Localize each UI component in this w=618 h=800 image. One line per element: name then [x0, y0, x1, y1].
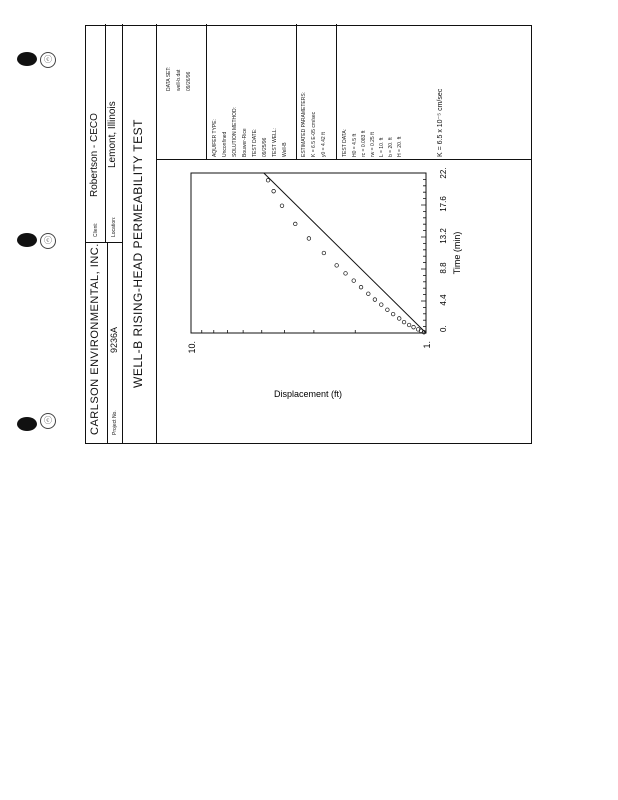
params-label: ESTIMATED PARAMETERS: — [301, 91, 307, 157]
chart — [156, 160, 532, 443]
k-note: K = 6.5 x 10⁻⁵ cm/sec — [437, 88, 444, 157]
data-point — [379, 303, 383, 307]
panel-divider — [206, 24, 207, 160]
margin-mark: ⓒ — [40, 52, 56, 68]
project-number-label: Project No. — [112, 410, 118, 435]
data-point — [280, 204, 284, 208]
y-axis-ticks — [191, 327, 426, 333]
test-data-line: rw = 0.25 ft — [370, 132, 376, 157]
method-value: Bouwer-Rice — [242, 128, 248, 157]
data-set-file: well-b.dat — [176, 69, 182, 91]
data-points — [266, 178, 426, 334]
date-label: TEST DATE: — [252, 128, 258, 157]
test-data-label: TEST DATA: — [342, 128, 348, 157]
punch-hole — [17, 417, 37, 431]
test-title: WELL-B RISING-HEAD PERMEABILITY TEST — [131, 119, 145, 388]
project-number: 9236A — [109, 326, 119, 353]
punch-hole — [17, 233, 37, 247]
x-tick-label: 22. — [439, 167, 448, 179]
test-data-line: L = 10. ft — [379, 137, 385, 157]
data-point — [407, 323, 411, 327]
data-point — [352, 279, 356, 283]
panel-divider — [336, 24, 337, 160]
well-label: TEST WELL: — [272, 127, 278, 157]
location-label: Location: — [111, 216, 117, 237]
data-point — [293, 222, 297, 226]
x-tick-label: 0. — [439, 325, 448, 332]
data-point — [335, 264, 339, 268]
client-label: Client: — [93, 222, 99, 237]
panel-divider — [296, 24, 297, 160]
data-set-label: DATA SET: — [166, 66, 172, 91]
data-point — [373, 298, 377, 302]
data-point — [344, 272, 348, 276]
test-data-line: H = 20. ft — [397, 136, 403, 157]
margin-mark: ⓒ — [40, 233, 56, 249]
param-y0: y0 = 4.42 ft — [321, 132, 327, 157]
rotated-document — [85, 25, 618, 444]
y-tick-label: 10. — [187, 341, 197, 354]
method-label: SOLUTION METHOD: — [232, 106, 238, 157]
x-axis-label: Time (min) — [452, 231, 462, 275]
permeability-test-sheet — [85, 25, 532, 444]
data-set-date: 09/26/96 — [186, 71, 192, 91]
data-point — [367, 292, 371, 296]
well-value: Well-B — [282, 142, 288, 157]
client-name: Robertson - CECO — [89, 113, 100, 197]
header-divider — [107, 243, 108, 443]
data-point — [416, 328, 420, 332]
y-tick-label: 1. — [422, 341, 432, 349]
data-point — [402, 320, 406, 324]
test-data-line: b = 20. ft — [388, 137, 394, 157]
data-point — [391, 312, 395, 316]
punch-hole — [17, 52, 37, 66]
location-name: Lemont, Illinois — [107, 101, 118, 168]
date-value: 09/25/96 — [262, 137, 268, 157]
aquifer-value: Unconfined — [222, 131, 228, 157]
data-point — [322, 251, 326, 255]
data-point — [266, 178, 270, 182]
aquifer-label: AQUIFER TYPE: — [212, 119, 218, 157]
data-point — [307, 237, 311, 241]
header-vertical — [86, 242, 122, 243]
y-axis-label: Displacement (ft) — [273, 389, 343, 399]
margin-mark: ⓒ — [40, 413, 56, 429]
data-point — [386, 308, 390, 312]
fit-line — [264, 173, 426, 333]
param-k: K = 6.5 E-05 cm/sec — [311, 111, 317, 157]
data-point — [359, 285, 363, 289]
x-tick-label: 8.8 — [439, 262, 448, 274]
company-name: CARLSON ENVIRONMENTAL, INC. — [89, 243, 101, 435]
test-data-line: rc = 0.083 ft — [361, 130, 367, 157]
header-bottom — [122, 24, 123, 443]
x-tick-label: 13.2 — [439, 228, 448, 244]
data-point — [412, 325, 416, 329]
data-point — [397, 317, 401, 321]
plot-frame — [191, 173, 426, 333]
test-data-line: H0 = 4.5 ft — [352, 133, 358, 157]
x-tick-label: 4.4 — [439, 294, 448, 306]
client-divider — [105, 24, 106, 243]
x-axis-ticks — [421, 173, 426, 333]
data-point — [272, 189, 276, 193]
x-tick-label: 17.6 — [439, 196, 448, 212]
